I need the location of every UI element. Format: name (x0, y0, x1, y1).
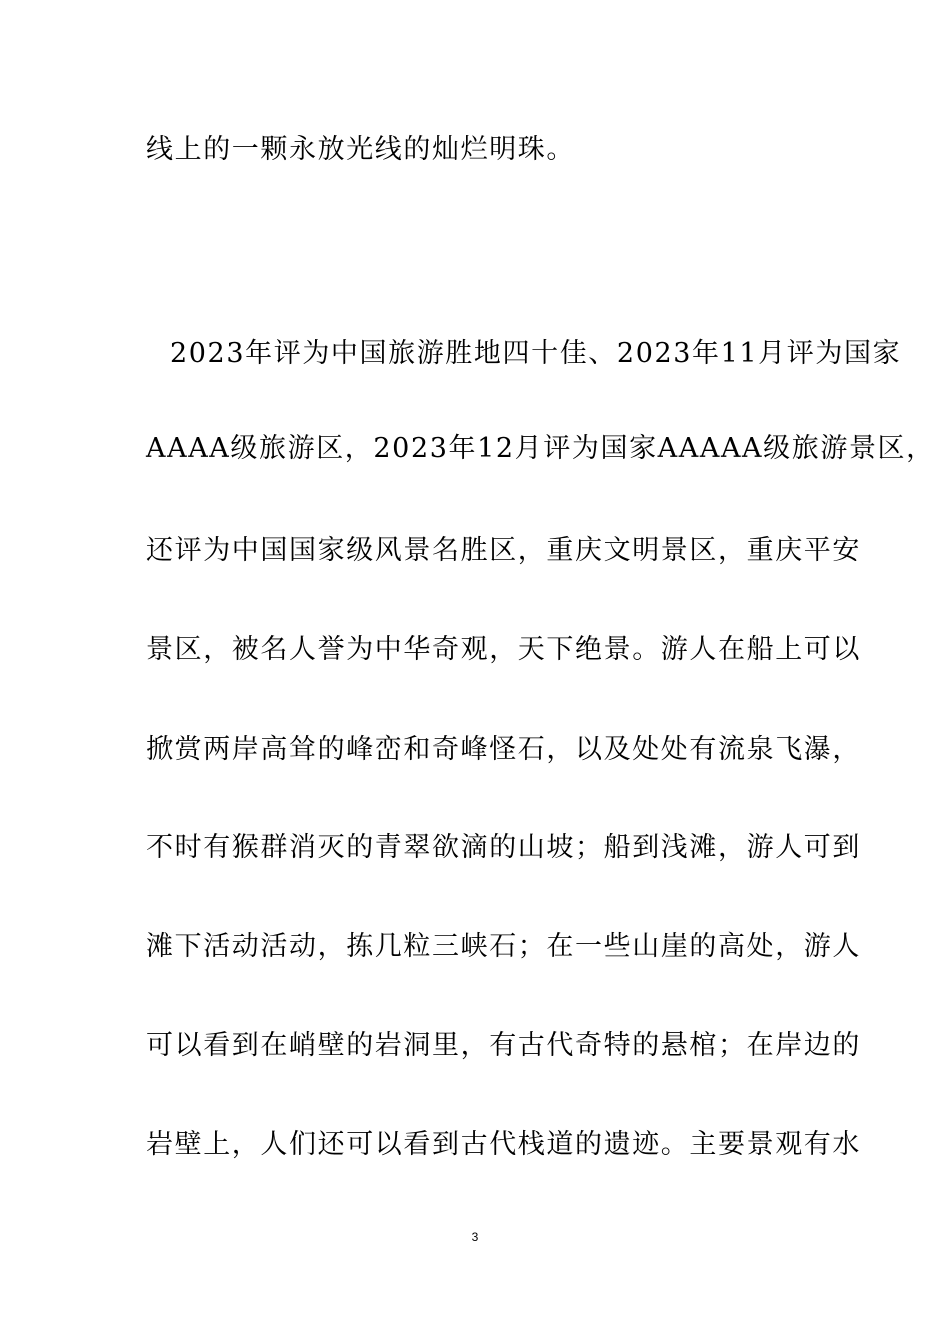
paragraph-line: 2023年评为中国旅游胜地四十佳、2023年11月评为国家 (170, 338, 902, 369)
paragraph-line: 景区，被名人誉为中华奇观，天下绝景。游人在船上可以 (146, 634, 861, 665)
paragraph-line: 还评为中国国家级风景名胜区，重庆文明景区，重庆平安 (146, 535, 861, 566)
paragraph-line: 不时有猴群消灭的青翠欲滴的山坡；船到浅滩，游人可到 (146, 832, 861, 863)
paragraph-line: AAAA级旅游区，2023年12月评为国家AAAAA级旅游景区， (146, 433, 935, 464)
paragraph-line: 岩壁上，人们还可以看到古代栈道的遗迹。主要景观有水 (146, 1129, 861, 1160)
paragraph-line: 滩下活动活动，拣几粒三峡石；在一些山崖的高处，游人 (146, 931, 861, 962)
paragraph-line: 线上的一颗永放光线的灿烂明珠。 (146, 134, 575, 165)
paragraph-line: 掀赏两岸高耸的峰峦和奇峰怪石，以及处处有流泉飞瀑， (146, 734, 861, 765)
paragraph-line: 可以看到在峭壁的岩洞里，有古代奇特的悬棺；在岸边的 (146, 1030, 861, 1061)
page-number: 3 (471, 1230, 479, 1244)
